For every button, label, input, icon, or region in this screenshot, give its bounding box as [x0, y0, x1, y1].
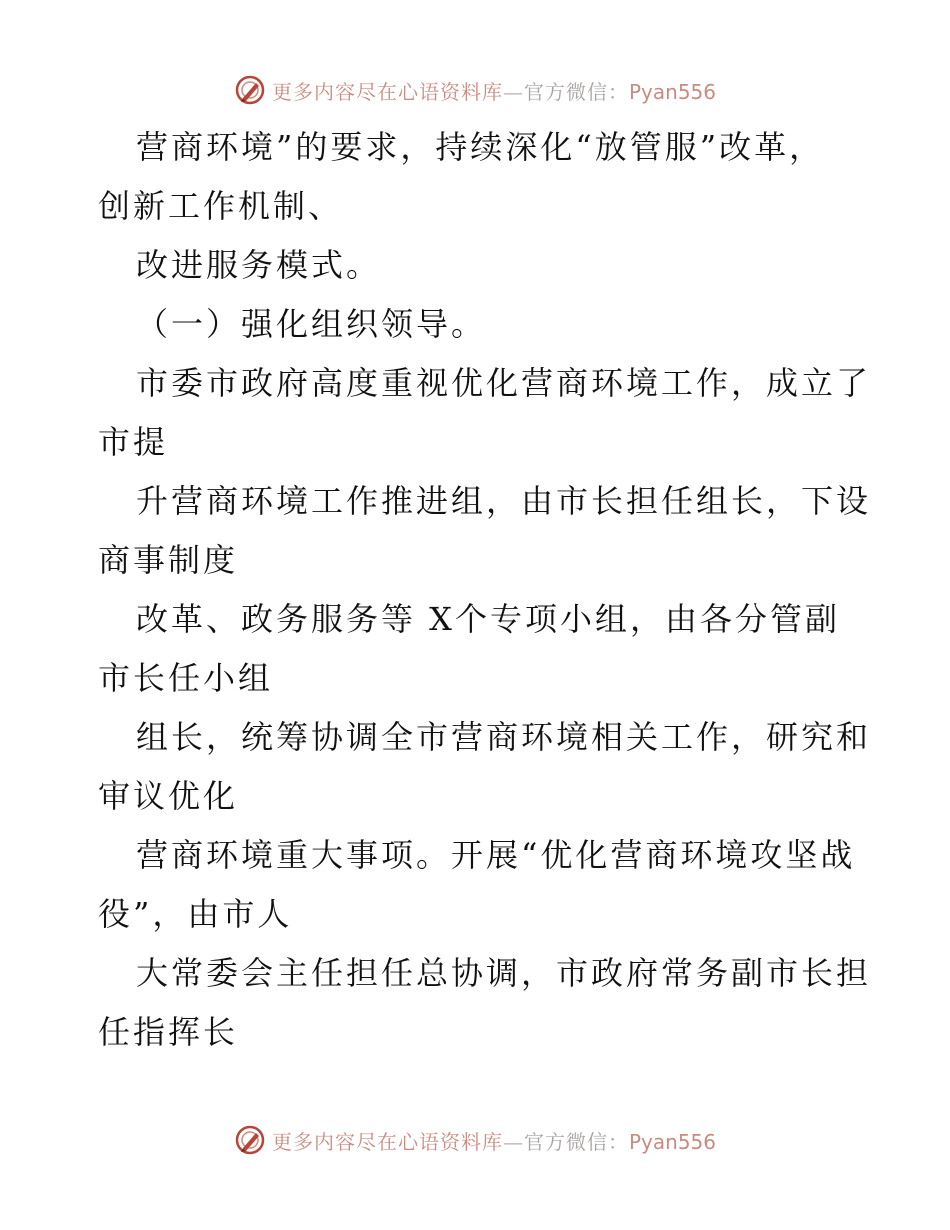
body-line: 改进服务模式。 — [136, 246, 382, 284]
body-line: 组长，统筹协调全市营商环境相关工作，研究和 — [136, 718, 872, 756]
body-line: 营商环境重大事项。开展“优化营商环境攻坚战 — [136, 836, 856, 874]
pen-logo-icon — [234, 74, 266, 106]
body-line: 改革、政务服务等 X个专项小组，由各分管副 — [136, 600, 840, 638]
watermark-tail: 官方微信： — [523, 1129, 629, 1154]
watermark-dash: — — [502, 79, 524, 104]
body-line: 升营商环境工作推进组，由市长担任组长，下设 — [136, 482, 872, 520]
body-line: 任指挥长 — [98, 1013, 239, 1051]
body-line: 审议优化 — [98, 777, 239, 815]
body-line: 大常委会主任担任总协调，市政府常务副市长担 — [136, 954, 872, 992]
body-line: 营商环境”的要求，持续深化“放管服”改革， — [136, 128, 825, 166]
document-body — [98, 118, 872, 1062]
body-line: 创新工作机制、 — [98, 187, 344, 225]
watermark-dash: — — [502, 1129, 524, 1154]
body-line: 市长任小组 — [98, 659, 274, 697]
watermark-tail: 官方微信： — [523, 79, 629, 104]
watermark-id: Pyan556 — [628, 79, 716, 104]
body-line: 市委市政府高度重视优化营商环境工作，成立了 — [136, 364, 872, 402]
watermark-main: 更多内容尽在心语资料库 — [271, 79, 503, 104]
footer-watermark — [0, 1122, 950, 1158]
body-line: 市提 — [98, 423, 169, 461]
watermark-text — [272, 76, 716, 105]
header-watermark — [0, 72, 950, 108]
watermark-id: Pyan556 — [628, 1129, 716, 1154]
body-line: （一）强化组织领导。 — [136, 305, 487, 343]
watermark-text — [272, 1126, 716, 1155]
pen-logo-icon — [234, 1124, 266, 1156]
watermark-main: 更多内容尽在心语资料库 — [271, 1129, 503, 1154]
body-line: 役”，由市人 — [98, 895, 293, 933]
body-line: 商事制度 — [98, 541, 239, 579]
